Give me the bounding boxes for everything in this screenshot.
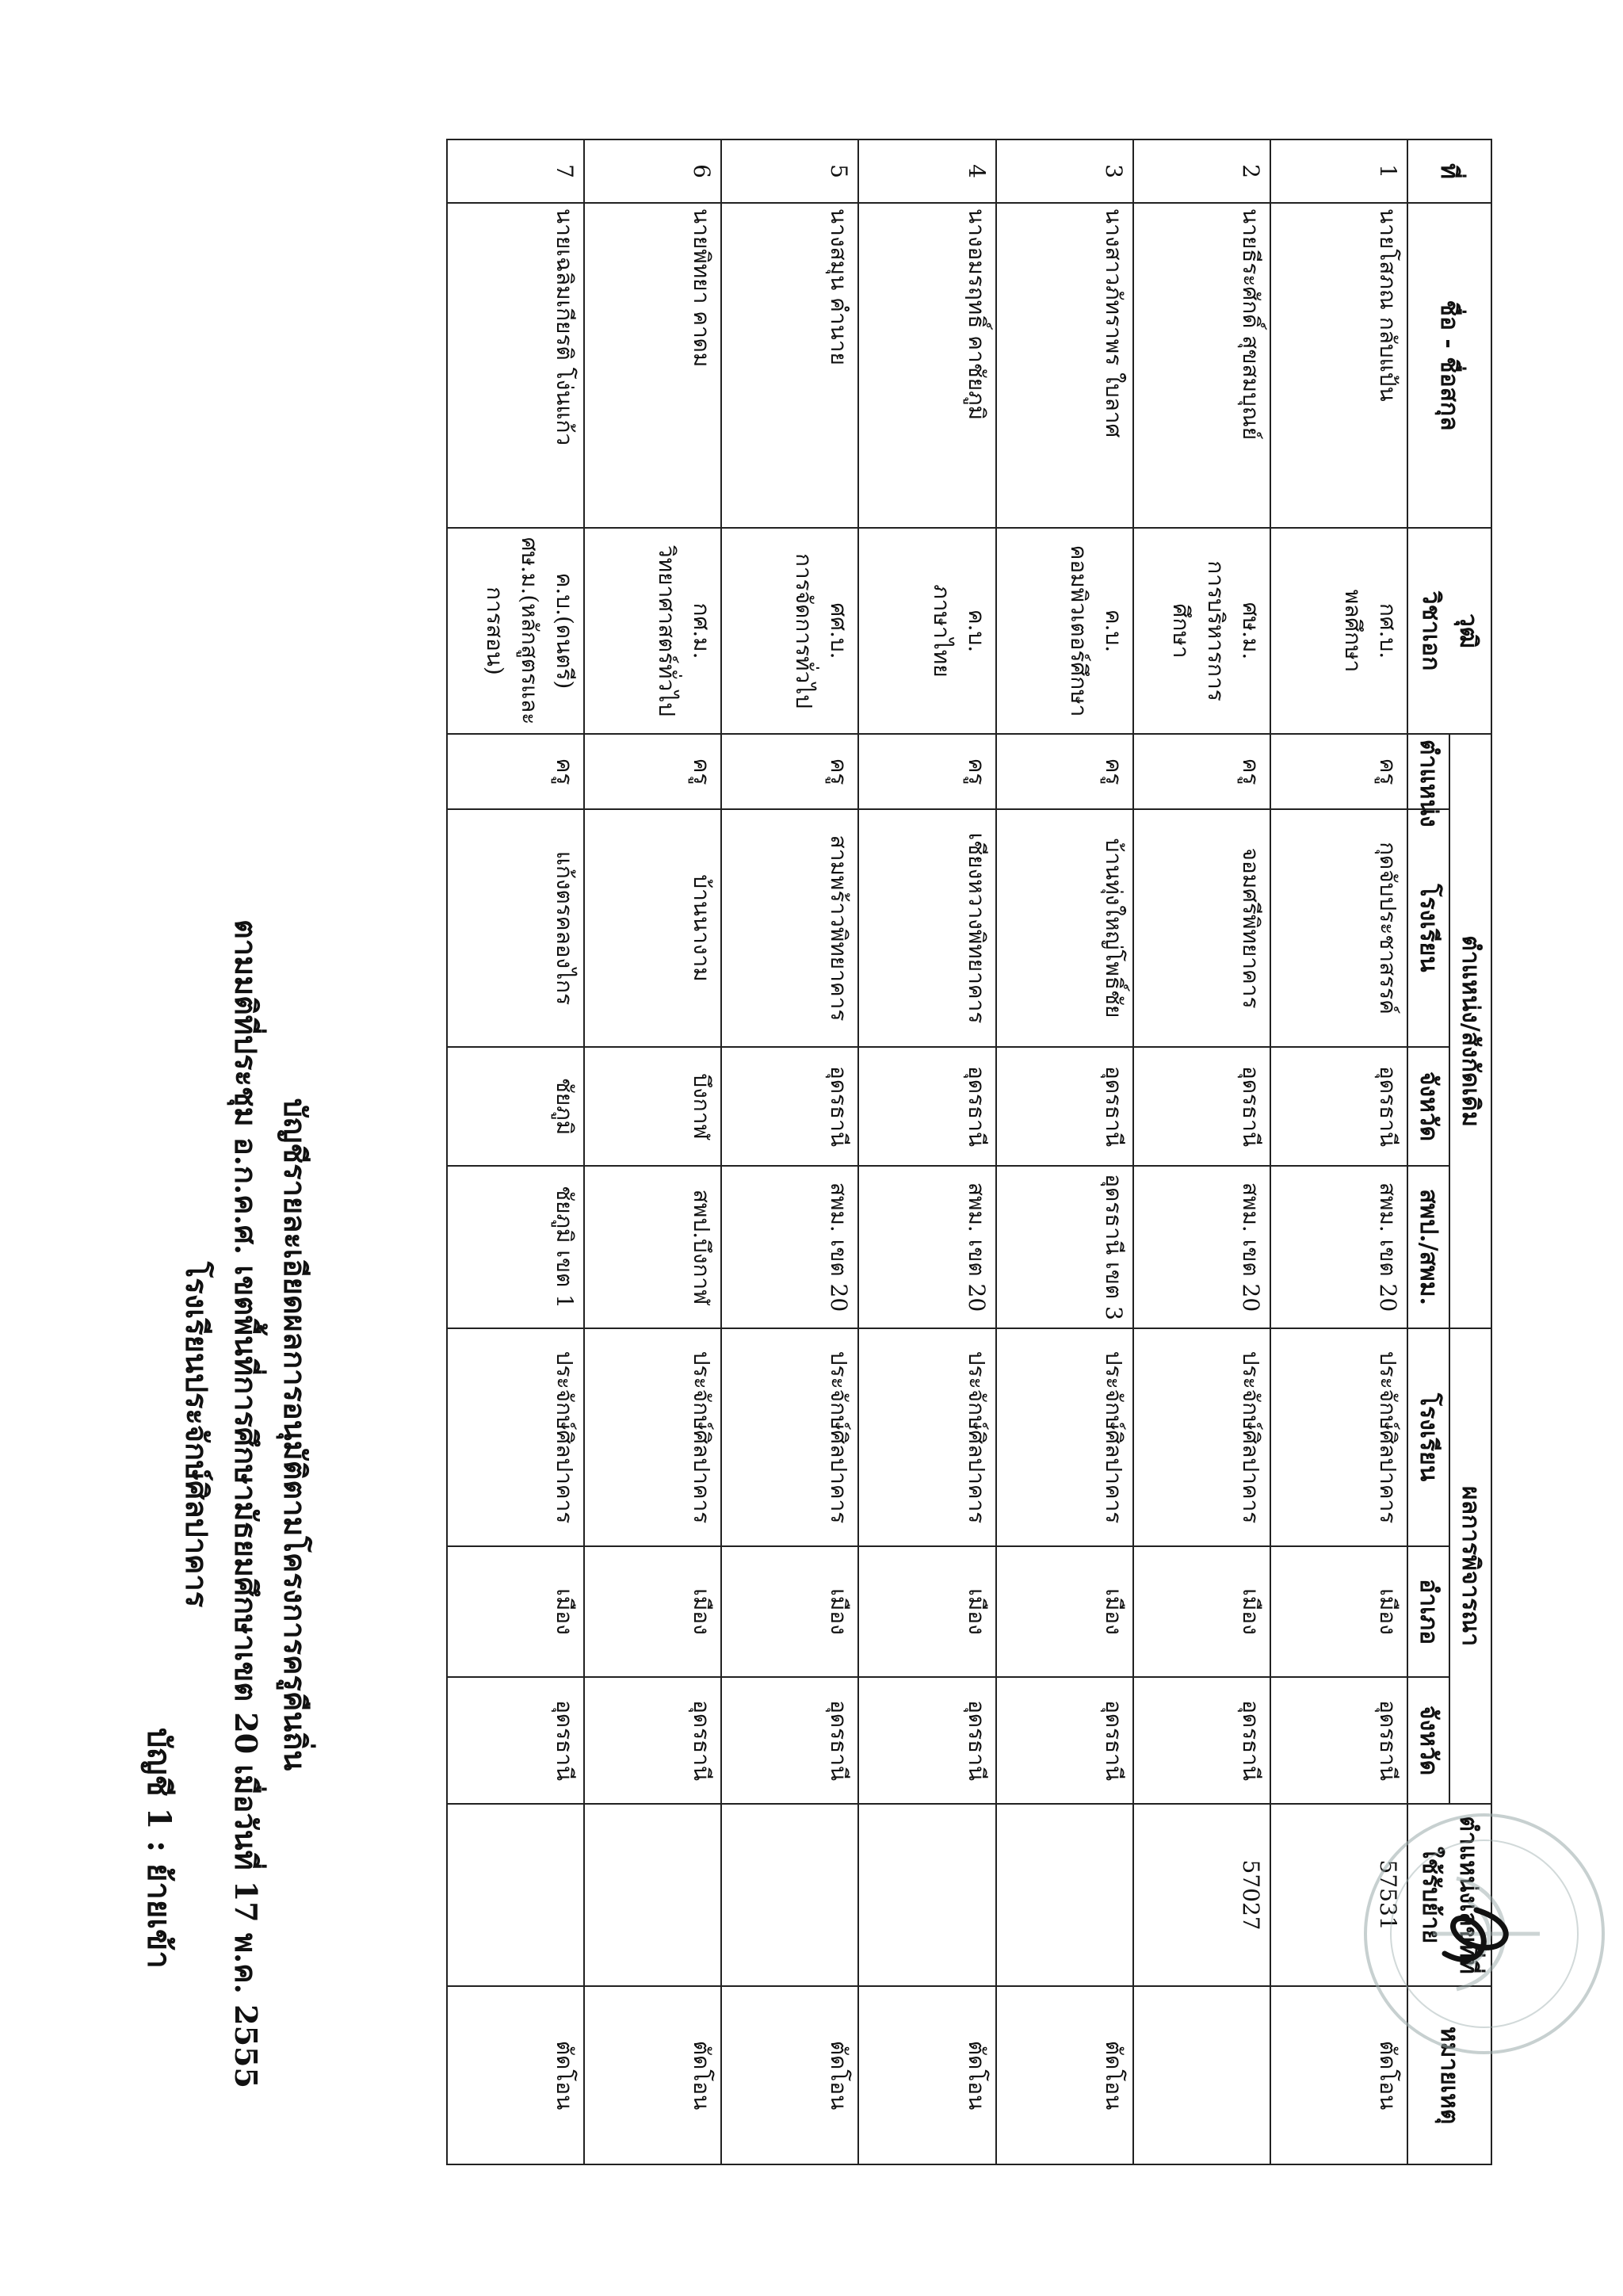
col-no-header: ที่: [1407, 139, 1491, 203]
qualification-label: วุฒิ: [1454, 613, 1482, 648]
row-area-office: สพม. เขต 20: [1270, 1166, 1407, 1328]
row-qualification: [996, 528, 1133, 734]
row-remark: [1133, 1986, 1270, 2164]
col-result-province-header: จังหวัด: [1407, 1677, 1449, 1804]
qualification-value: กศ.ม.: [689, 602, 716, 659]
row-area-office: ชัยภูมิ เขต 1: [447, 1166, 584, 1328]
row-school: เชียงหวางพิทยาคาร: [858, 809, 995, 1047]
row-position-number: 57531: [1270, 1804, 1407, 1986]
row-result-province: อุดรธานี: [1270, 1677, 1407, 1804]
qualification-value: ศษ.ม.: [1237, 602, 1264, 660]
row-position-number: [858, 1804, 995, 1986]
row-name: นายโสภณ กลับแป้น: [1270, 203, 1407, 528]
row-remark: ตัดโอน: [447, 1986, 584, 2164]
row-province: อุดรธานี: [1133, 1047, 1270, 1166]
row-area-office: สพม. เขต 20: [858, 1166, 995, 1328]
row-school: แก้งตรคลองไกร: [447, 809, 584, 1047]
row-district: เมือง: [721, 1546, 858, 1677]
transfer-table: [446, 139, 1492, 2165]
major-value: ภาษาไทย: [928, 584, 955, 678]
col-area-office-header: สพป./สพม.: [1407, 1166, 1449, 1328]
row-result-school: ประจักษ์ศิลปาคาร: [1133, 1328, 1270, 1546]
row-school: บ้านทุ่งใหญ่โพธิ์ชัย: [996, 809, 1133, 1047]
qualification-value: ค.บ.(ดนตรี): [552, 572, 579, 690]
row-district: เมือง: [858, 1546, 995, 1677]
row-result-province: อุดรธานี: [721, 1677, 858, 1804]
row-result-province: อุดรธานี: [584, 1677, 721, 1804]
row-district: เมือง: [996, 1546, 1133, 1677]
row-remark: ตัดโอน: [721, 1986, 858, 2164]
row-position: ครู: [996, 734, 1133, 809]
col-qualification-header: [1407, 528, 1491, 734]
row-position-number: [584, 1804, 721, 1986]
row-remark: ตัดโอน: [584, 1986, 721, 2164]
major-value: พลศึกษา: [1340, 589, 1366, 673]
row-school: บ้านนางาม: [584, 809, 721, 1047]
row-school: จอมศรีพิทยาคาร: [1133, 809, 1270, 1047]
row-result-school: ประจักษ์ศิลปาคาร: [1270, 1328, 1407, 1546]
row-qualification: [447, 528, 584, 734]
table-row: [996, 139, 1133, 2164]
major-value: คอมพิวเตอร์ศึกษา: [1065, 544, 1092, 717]
row-position: ครู: [1270, 734, 1407, 809]
row-result-province: อุดรธานี: [447, 1677, 584, 1804]
row-school: กุดจับประชาสรรค์: [1270, 809, 1407, 1047]
official-seal-stamp: [1354, 1791, 1615, 2076]
row-district: เมือง: [1270, 1546, 1407, 1677]
document-title: [172, 919, 319, 2088]
row-school: สามพร้าวพิทยาคาร: [721, 809, 858, 1047]
qualification-value: ค.บ.: [1100, 609, 1127, 653]
row-province: อุดรธานี: [721, 1047, 858, 1166]
result-group-header: ผลการพิจารณา: [1449, 1328, 1491, 1804]
row-name: นายพิทยา คาดม: [584, 203, 721, 528]
major-value: การบริหารการศึกษา: [1167, 560, 1229, 701]
row-qualification: [721, 528, 858, 734]
row-qualification: [858, 528, 995, 734]
row-area-office: สพม. เขต 20: [721, 1166, 858, 1328]
row-position: ครู: [858, 734, 995, 809]
col-school-header: โรงเรียน: [1407, 809, 1449, 1047]
table-row: [447, 139, 584, 2164]
major-value: การจัดการทั่วไป: [791, 552, 818, 709]
row-result-school: ประจักษ์ศิลปาคาร: [584, 1328, 721, 1546]
row-no: 2: [1133, 139, 1270, 203]
table-row: [584, 139, 721, 2164]
row-qualification: [1270, 528, 1407, 734]
qualification-value: กศ.บ.: [1375, 602, 1401, 659]
row-result-school: ประจักษ์ศิลปาคาร: [996, 1328, 1133, 1546]
row-position: ครู: [447, 734, 584, 809]
original-group-header: ตำแหน่ง/สังกัดเดิม: [1449, 734, 1491, 1328]
major-label: วิชาเอก: [1417, 590, 1445, 671]
col-province-header: จังหวัด: [1407, 1047, 1449, 1166]
row-province: อุดรธานี: [1270, 1047, 1407, 1166]
row-name: นายเฉลิมเกียรติ โง่นแก้ว: [447, 203, 584, 528]
row-name: นางสมุน คำนาย: [721, 203, 858, 528]
row-remark: ตัดโอน: [858, 1986, 995, 2164]
major-value: วิทยาศาสตร์ทั่วไป: [654, 544, 681, 717]
row-no: 3: [996, 139, 1133, 203]
row-remark: ตัดโอน: [1270, 1986, 1407, 2164]
col-result-school-header: โรงเรียน: [1407, 1328, 1449, 1546]
list-label: บัญชี 1 : ย้ายเข้า: [140, 1728, 178, 1969]
row-name: นางอมรฤทธิ์ คาชัยภูมิ: [858, 203, 995, 528]
row-position: ครู: [1133, 734, 1270, 809]
row-province: อุดรธานี: [858, 1047, 995, 1166]
row-no: 5: [721, 139, 858, 203]
col-position-header: ตำแหน่ง: [1407, 734, 1449, 809]
row-position-number: [447, 1804, 584, 1986]
col-name-header: ชื่อ - ชื่อสกุล: [1407, 203, 1491, 528]
row-result-province: อุดรธานี: [858, 1677, 995, 1804]
row-result-school: ประจักษ์ศิลปาคาร: [447, 1328, 584, 1546]
title-line-3: โรงเรียนประจักษ์ศิลปาคาร: [179, 1261, 215, 1608]
row-district: เมือง: [1133, 1546, 1270, 1677]
row-name: นางสาวภัทราพร ใบลาศ: [996, 203, 1133, 528]
col-remark-header: หมายเหตุ: [1407, 1986, 1491, 2164]
table-row: [1133, 139, 1270, 2164]
row-province: อุดรธานี: [996, 1047, 1133, 1166]
row-no: 1: [1270, 139, 1407, 203]
row-position-number: [721, 1804, 858, 1986]
row-qualification: [584, 528, 721, 734]
row-no: 7: [447, 139, 584, 203]
row-area-office: สพป.บึงกาฬ: [584, 1166, 721, 1328]
row-result-province: อุดรธานี: [996, 1677, 1133, 1804]
qualification-value: ค.บ.: [963, 609, 990, 653]
qualification-value: ศศ.บ.: [826, 602, 853, 659]
row-no: 4: [858, 139, 995, 203]
row-result-province: อุดรธานี: [1133, 1677, 1270, 1804]
col-position-number-header: ตำแหน่งเลขที่ที่ใช้รับย้าย: [1407, 1804, 1491, 1986]
row-qualification: [1133, 528, 1270, 734]
col-district-header: อำเภอ: [1407, 1546, 1449, 1677]
row-name: นายธีระศักดิ์ สุขสมบุณย์: [1133, 203, 1270, 528]
row-district: เมือง: [447, 1546, 584, 1677]
table-row: [858, 139, 995, 2164]
row-province: ชัยภูมิ: [447, 1047, 584, 1166]
row-district: เมือง: [584, 1546, 721, 1677]
row-no: 6: [584, 139, 721, 203]
major-value: ศษ.ม.(หลักสูตรและการสอน): [482, 537, 544, 725]
row-area-office: สพม. เขต 20: [1133, 1166, 1270, 1328]
row-remark: ตัดโอน: [996, 1986, 1133, 2164]
row-province: บึงกาฬ: [584, 1047, 721, 1166]
row-result-school: ประจักษ์ศิลปาคาร: [721, 1328, 858, 1546]
row-position-number: 57027: [1133, 1804, 1270, 1986]
row-position: ครู: [721, 734, 858, 809]
title-line-1: บัญชีรายละเอียดผลการอนุมัติตามโครงการครูคืนถิ่น: [277, 1098, 313, 1771]
row-position: ครู: [584, 734, 721, 809]
row-position-number: [996, 1804, 1133, 1986]
table-row: [721, 139, 858, 2164]
row-result-school: ประจักษ์ศิลปาคาร: [858, 1328, 995, 1546]
title-line-2: ตามมติที่ประชุม อ.ก.ค.ศ. เขตพื้นที่การศึกษามัธยมศึกษาเขต 20 เมื่อวันที่ 17 พ.ค. 2555: [228, 919, 264, 2088]
row-area-office: อุดรธานี เขต 3: [996, 1166, 1133, 1328]
